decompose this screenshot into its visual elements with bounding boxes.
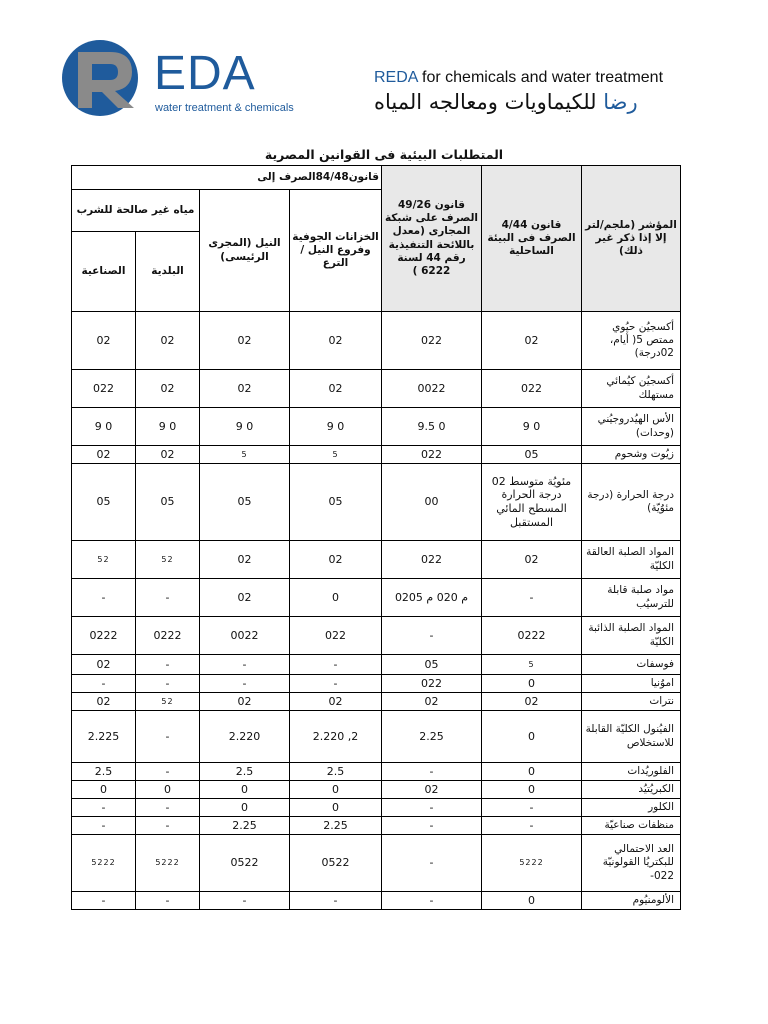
- value-cell-aq: 0: [290, 781, 382, 799]
- value-cell-law44: -: [482, 799, 582, 817]
- value-cell-law49: -: [382, 817, 482, 835]
- environmental-requirements-table: [71, 165, 681, 910]
- value-cell-law44: 9 0: [482, 408, 582, 446]
- header-nile: النيل (المجرى الرئيسى): [200, 190, 290, 312]
- value-cell-mun: 52: [136, 541, 200, 579]
- document-title: المتطلبات البيئية فى القوانين المصرية: [264, 147, 504, 162]
- value-cell-nile: 9 0: [200, 408, 290, 446]
- value-cell-ind: -: [72, 892, 136, 910]
- value-cell-law49: -: [382, 763, 482, 781]
- parameter-cell: المواد الصلبة الذائبة الكليّة: [582, 617, 681, 655]
- value-cell-ind: 022: [72, 370, 136, 408]
- tagline-english: [374, 69, 663, 87]
- value-cell-nile: 0: [200, 781, 290, 799]
- value-cell-ind: 05: [72, 464, 136, 541]
- value-cell-law44: -: [482, 817, 582, 835]
- value-cell-nile: 0022: [200, 617, 290, 655]
- logo-subtitle: water treatment & chemicals: [155, 102, 294, 114]
- table-row: [72, 711, 681, 763]
- value-cell-ind: 02: [72, 312, 136, 370]
- value-cell-law44: 02 مئويُة متوسط درجة الحرارة المسطح المائي المستقبل: [482, 464, 582, 541]
- value-cell-ind: 02: [72, 446, 136, 464]
- value-cell-nile: 02: [200, 370, 290, 408]
- value-cell-law49: 00: [382, 464, 482, 541]
- table-row: [72, 675, 681, 693]
- value-cell-law44: 02: [482, 693, 582, 711]
- value-cell-mun: 02: [136, 312, 200, 370]
- value-cell-mun: 02: [136, 446, 200, 464]
- value-cell-nile: 2.5: [200, 763, 290, 781]
- value-cell-law49: م 020 م 0205: [382, 579, 482, 617]
- header-row-1: [72, 166, 681, 190]
- value-cell-law49: 2.25: [382, 711, 482, 763]
- table-row: [72, 655, 681, 675]
- header-parameter: المؤشر (ملجم/لتر إلا إذا ذكر غير ذلك): [582, 166, 681, 312]
- value-cell-law44: 0: [482, 675, 582, 693]
- value-cell-nile: 0522: [200, 835, 290, 892]
- value-cell-aq: 2.220 ,2: [290, 711, 382, 763]
- table-row: [72, 799, 681, 817]
- value-cell-mun: 0: [136, 781, 200, 799]
- value-cell-nile: 02: [200, 312, 290, 370]
- header-nonpotable: مياه غير صالحة للشرب: [72, 190, 200, 232]
- value-cell-law44: 02: [482, 312, 582, 370]
- value-cell-law49: 02: [382, 781, 482, 799]
- value-cell-mun: -: [136, 892, 200, 910]
- header-aquifers: الخزانات الجوفية وفروع النيل / الترع: [290, 190, 382, 312]
- value-cell-law44: 0222: [482, 617, 582, 655]
- header-law84: قانون84/48الصرف إلى: [72, 166, 382, 190]
- table-row: [72, 370, 681, 408]
- value-cell-nile: 2.220: [200, 711, 290, 763]
- tagline-arabic: [374, 90, 638, 114]
- value-cell-mun: -: [136, 675, 200, 693]
- value-cell-aq: 0: [290, 799, 382, 817]
- parameter-cell: الفيُنول الكليّة القابلة للاستخلاص: [582, 711, 681, 763]
- value-cell-ind: -: [72, 817, 136, 835]
- value-cell-ind: 2.5: [72, 763, 136, 781]
- value-cell-law49: 022: [382, 312, 482, 370]
- value-cell-law49: 022: [382, 446, 482, 464]
- value-cell-mun: 02: [136, 370, 200, 408]
- value-cell-aq: 0: [290, 579, 382, 617]
- value-cell-aq: 9 0: [290, 408, 382, 446]
- parameter-cell: أكسجيُن حيُوي ممتص 5( أيام، 02درجة): [582, 312, 681, 370]
- parameter-cell: الألومنيُوم: [582, 892, 681, 910]
- table-row: [72, 763, 681, 781]
- value-cell-aq: 02: [290, 370, 382, 408]
- value-cell-mun: 52: [136, 693, 200, 711]
- value-cell-nile: 02: [200, 579, 290, 617]
- table-row: [72, 579, 681, 617]
- value-cell-ind: 9 0: [72, 408, 136, 446]
- value-cell-law44: 022: [482, 370, 582, 408]
- value-cell-nile: -: [200, 655, 290, 675]
- value-cell-mun: -: [136, 579, 200, 617]
- table-row: [72, 892, 681, 910]
- value-cell-ind: 0: [72, 781, 136, 799]
- logo-wordmark: EDA: [154, 47, 256, 100]
- header-law44: قانون 4/44 الصرف فى البيئة الساحلية: [482, 166, 582, 312]
- value-cell-ind: 52: [72, 541, 136, 579]
- table-row: [72, 312, 681, 370]
- value-cell-aq: -: [290, 675, 382, 693]
- value-cell-law49: -: [382, 799, 482, 817]
- value-cell-mun: 0222: [136, 617, 200, 655]
- table-row: [72, 464, 681, 541]
- value-cell-law49: -: [382, 617, 482, 655]
- value-cell-law49: -: [382, 835, 482, 892]
- value-cell-nile: -: [200, 892, 290, 910]
- parameter-cell: الكلور: [582, 799, 681, 817]
- value-cell-law49: 02: [382, 693, 482, 711]
- value-cell-law44: -: [482, 579, 582, 617]
- value-cell-nile: 02: [200, 693, 290, 711]
- value-cell-mun: -: [136, 655, 200, 675]
- value-cell-aq: 02: [290, 312, 382, 370]
- value-cell-mun: -: [136, 799, 200, 817]
- parameter-cell: منظفات صناعيّة: [582, 817, 681, 835]
- table-row: [72, 408, 681, 446]
- value-cell-law49: 9.5 0: [382, 408, 482, 446]
- value-cell-aq: 2.25: [290, 817, 382, 835]
- value-cell-mun: 5222: [136, 835, 200, 892]
- tagline-brand-ar: رضا: [603, 90, 638, 114]
- value-cell-law44: 0: [482, 763, 582, 781]
- parameter-cell: الكبريُتيُد: [582, 781, 681, 799]
- parameter-cell: مواد صلبة قابلة للترسيُب: [582, 579, 681, 617]
- value-cell-law49: -: [382, 892, 482, 910]
- value-cell-mun: 05: [136, 464, 200, 541]
- value-cell-aq: 2.5: [290, 763, 382, 781]
- reda-r-mark-icon: [60, 38, 155, 118]
- value-cell-mun: 9 0: [136, 408, 200, 446]
- value-cell-law44: 0: [482, 711, 582, 763]
- value-cell-aq: 02: [290, 693, 382, 711]
- value-cell-ind: 02: [72, 693, 136, 711]
- value-cell-law44: 0: [482, 892, 582, 910]
- value-cell-mun: -: [136, 711, 200, 763]
- value-cell-ind: -: [72, 579, 136, 617]
- table-row: [72, 446, 681, 464]
- value-cell-law44: 0: [482, 781, 582, 799]
- table-row: [72, 835, 681, 892]
- parameter-cell: الأس الهيُدروجيُني (وحدات): [582, 408, 681, 446]
- parameter-cell: فوسفات: [582, 655, 681, 675]
- table-body: [72, 312, 681, 910]
- value-cell-law44: 5222: [482, 835, 582, 892]
- parameter-cell: درجة الحرارة (درجة مئوُيّة): [582, 464, 681, 541]
- parameter-cell: المواد الصلبة العالقة الكليّة: [582, 541, 681, 579]
- header-municipal: البلدية: [136, 232, 200, 312]
- table-row: [72, 541, 681, 579]
- value-cell-law49: 022: [382, 541, 482, 579]
- value-cell-nile: 02: [200, 541, 290, 579]
- value-cell-nile: 2.25: [200, 817, 290, 835]
- value-cell-law49: 05: [382, 655, 482, 675]
- table-row: [72, 693, 681, 711]
- value-cell-law44: 05: [482, 446, 582, 464]
- value-cell-aq: -: [290, 655, 382, 675]
- value-cell-law44: 5: [482, 655, 582, 675]
- value-cell-aq: 022: [290, 617, 382, 655]
- value-cell-nile: 5: [200, 446, 290, 464]
- value-cell-law49: 022: [382, 675, 482, 693]
- value-cell-law49: 0022: [382, 370, 482, 408]
- parameter-cell: زيُوت وشحوم: [582, 446, 681, 464]
- tagline-rest-ar: للكيماويات ومعالجه المياه: [374, 90, 604, 114]
- value-cell-aq: -: [290, 892, 382, 910]
- value-cell-law44: 02: [482, 541, 582, 579]
- tagline-brand: REDA: [374, 69, 418, 86]
- table-row: [72, 781, 681, 799]
- value-cell-ind: 0222: [72, 617, 136, 655]
- value-cell-aq: 05: [290, 464, 382, 541]
- parameter-cell: اموُنيا: [582, 675, 681, 693]
- value-cell-ind: -: [72, 675, 136, 693]
- table-row: [72, 617, 681, 655]
- value-cell-ind: 2.225: [72, 711, 136, 763]
- parameter-cell: العد الاحتمالي للبكتريُا القولونيّة 022-: [582, 835, 681, 892]
- parameter-cell: نترات: [582, 693, 681, 711]
- header-law49: قانون 49/26 الصرف على شبكة المجارى (معدل باللائحة التنفيذية رقم 44 لسنة 6222 ): [382, 166, 482, 312]
- value-cell-nile: -: [200, 675, 290, 693]
- value-cell-ind: 5222: [72, 835, 136, 892]
- value-cell-ind: 02: [72, 655, 136, 675]
- value-cell-aq: 02: [290, 541, 382, 579]
- value-cell-aq: 5: [290, 446, 382, 464]
- company-logo: [60, 36, 320, 122]
- table-row: [72, 817, 681, 835]
- value-cell-mun: -: [136, 763, 200, 781]
- tagline-rest: for chemicals and water treatment: [417, 69, 664, 86]
- header-industrial: الصناعية: [72, 232, 136, 312]
- value-cell-mun: -: [136, 817, 200, 835]
- value-cell-aq: 0522: [290, 835, 382, 892]
- parameter-cell: الفلوريُدات: [582, 763, 681, 781]
- parameter-cell: أكسجيُن كيُمائي مستهلك: [582, 370, 681, 408]
- value-cell-nile: 05: [200, 464, 290, 541]
- value-cell-nile: 0: [200, 799, 290, 817]
- value-cell-ind: -: [72, 799, 136, 817]
